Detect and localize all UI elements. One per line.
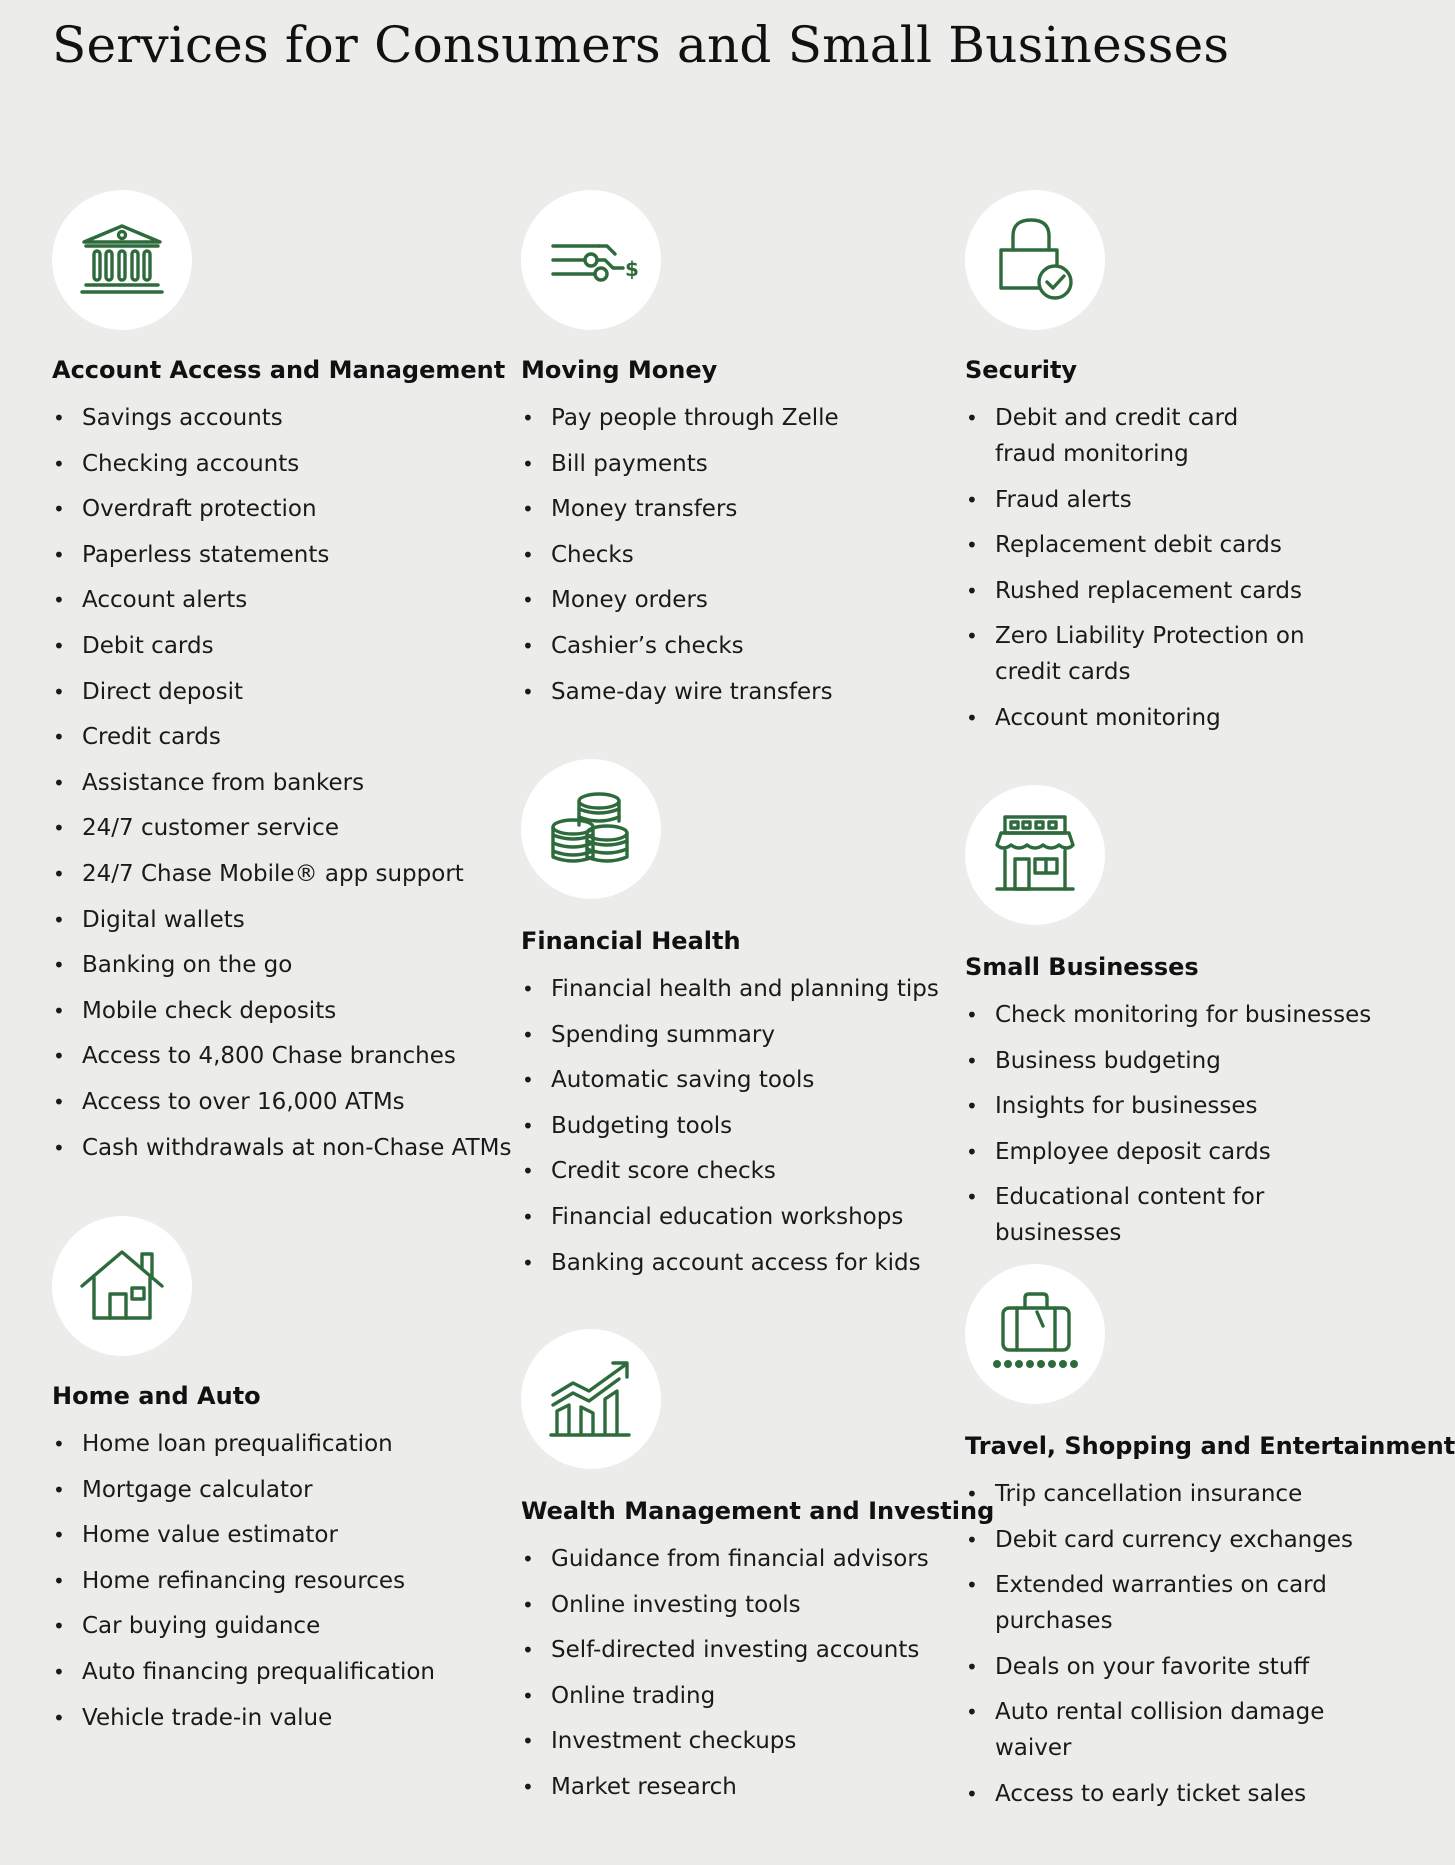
list-item: • Financial health and planning tips — [521, 971, 961, 1007]
list-item: • Same-day wire transfers — [521, 674, 941, 710]
list-item: • Mobile check deposits — [52, 993, 512, 1029]
list-item: • Money orders — [521, 582, 941, 618]
list-item: • Online trading — [521, 1678, 961, 1714]
list-item: • Credit score checks — [521, 1153, 961, 1189]
list-item: • Budgeting tools — [521, 1108, 961, 1144]
page-title: Services for Consumers and Small Businesses — [52, 16, 1230, 74]
padlock-check-icon — [987, 212, 1083, 308]
section-title: Travel, Shopping and Entertainment — [965, 1432, 1455, 1460]
list-item: • Direct deposit — [52, 674, 512, 710]
bank-icon-badge — [52, 190, 192, 330]
list-item: • Business budgeting — [965, 1043, 1385, 1079]
coin-stacks-icon-badge — [521, 759, 661, 899]
list-item: • Guidance from financial advisors — [521, 1541, 961, 1577]
list-item: • Checks — [521, 537, 941, 573]
list-item: • Assistance from bankers — [52, 765, 512, 801]
section-title: Financial Health — [521, 927, 741, 955]
health-list — [521, 971, 961, 1290]
section-wealth-management — [521, 1329, 995, 1829]
list-item: • Market research — [521, 1769, 961, 1805]
list-item: • Self-directed investing accounts — [521, 1632, 961, 1668]
list-item: • Banking on the go — [52, 947, 512, 983]
money-transfer-icon-badge — [521, 190, 661, 330]
list-item: • Online investing tools — [521, 1587, 961, 1623]
list-item: • Zero Liability Protection on credit cards — [965, 618, 1305, 690]
list-item: • Employee deposit cards — [965, 1134, 1385, 1170]
account-list — [52, 400, 512, 1175]
list-item: • 24/7 Chase Mobile® app support — [52, 856, 512, 892]
list-item: • Home value estimator — [52, 1517, 512, 1553]
section-title: Moving Money — [521, 356, 718, 384]
list-item: • Access to 4,800 Chase branches — [52, 1038, 512, 1074]
growth-chart-icon-badge — [521, 1329, 661, 1469]
luggage-icon-badge — [965, 1264, 1105, 1404]
list-item: • Automatic saving tools — [521, 1062, 961, 1098]
list-item: • Financial education workshops — [521, 1199, 961, 1235]
list-item: • Mortgage calculator — [52, 1472, 512, 1508]
list-item: • Investment checkups — [521, 1723, 961, 1759]
section-title: Wealth Management and Investing — [521, 1497, 995, 1525]
list-item: • Account monitoring — [965, 700, 1305, 736]
house-icon-badge — [52, 1216, 192, 1356]
section-financial-health — [521, 759, 961, 1299]
list-item: • Insights for businesses — [965, 1088, 1385, 1124]
small-business-list — [965, 997, 1385, 1261]
wealth-list — [521, 1541, 961, 1815]
travel-list — [965, 1476, 1385, 1822]
luggage-icon — [987, 1286, 1083, 1382]
home-list — [52, 1426, 512, 1745]
list-item: • Digital wallets — [52, 902, 512, 938]
list-item: • Car buying guidance — [52, 1608, 512, 1644]
list-item: • Pay people through Zelle — [521, 400, 941, 436]
section-title: Security — [965, 356, 1078, 384]
list-item: • Debit and credit card fraud monitoring — [965, 400, 1305, 472]
section-small-businesses — [965, 785, 1405, 1245]
list-item: • Deals on your favorite stuff — [965, 1649, 1385, 1685]
list-item: • Home refinancing resources — [52, 1563, 512, 1599]
list-item: • Checking accounts — [52, 446, 512, 482]
list-item: • Auto rental collision damage waiver — [965, 1694, 1385, 1766]
section-home-auto — [52, 1216, 492, 1776]
list-item: • Check monitoring for businesses — [965, 997, 1385, 1033]
list-item: • Auto financing prequalification — [52, 1654, 512, 1690]
moving-list — [521, 400, 941, 719]
house-icon — [74, 1238, 170, 1334]
list-item: • Paperless statements — [52, 537, 512, 573]
list-item: • Money transfers — [521, 491, 941, 527]
money-transfer-icon — [543, 212, 639, 308]
list-item: • Savings accounts — [52, 400, 512, 436]
list-item: • Access to over 16,000 ATMs — [52, 1084, 512, 1120]
list-item: • Vehicle trade-in value — [52, 1700, 512, 1736]
coin-stacks-icon — [543, 781, 639, 877]
list-item: • Credit cards — [52, 719, 512, 755]
list-item: • Extended warranties on card purchases — [965, 1567, 1385, 1639]
list-item: • Trip cancellation insurance — [965, 1476, 1385, 1512]
security-list — [965, 400, 1305, 746]
list-item: • Cash withdrawals at non-Chase ATMs — [52, 1130, 512, 1166]
list-item: • Account alerts — [52, 582, 512, 618]
svg-text:$: $ — [625, 257, 639, 281]
section-title: Small Businesses — [965, 953, 1199, 981]
list-item: • Spending summary — [521, 1017, 961, 1053]
list-item: • Home loan prequalification — [52, 1426, 512, 1462]
section-moving-money — [521, 190, 961, 730]
section-title: Account Access and Management — [52, 356, 506, 384]
list-item: • Access to early ticket sales — [965, 1776, 1385, 1812]
list-item: • Debit cards — [52, 628, 512, 664]
growth-chart-icon — [543, 1351, 639, 1447]
section-travel — [965, 1264, 1455, 1824]
list-item: • Educational content for businesses — [965, 1179, 1385, 1251]
padlock-icon-badge — [965, 190, 1105, 330]
list-item: • Rushed replacement cards — [965, 573, 1305, 609]
list-item: • Debit card currency exchanges — [965, 1522, 1385, 1558]
list-item: • Cashier’s checks — [521, 628, 941, 664]
list-item: • Bill payments — [521, 446, 941, 482]
section-security — [965, 190, 1405, 750]
section-title: Home and Auto — [52, 1382, 261, 1410]
section-account-access — [52, 190, 512, 1170]
list-item: • Banking account access for kids — [521, 1245, 961, 1281]
storefront-icon — [987, 807, 1083, 903]
list-item: • Overdraft protection — [52, 491, 512, 527]
bank-building-icon — [74, 212, 170, 308]
list-item: • 24/7 customer service — [52, 810, 512, 846]
storefront-icon-badge — [965, 785, 1105, 925]
list-item: • Fraud alerts — [965, 482, 1305, 518]
list-item: • Replacement debit cards — [965, 527, 1305, 563]
